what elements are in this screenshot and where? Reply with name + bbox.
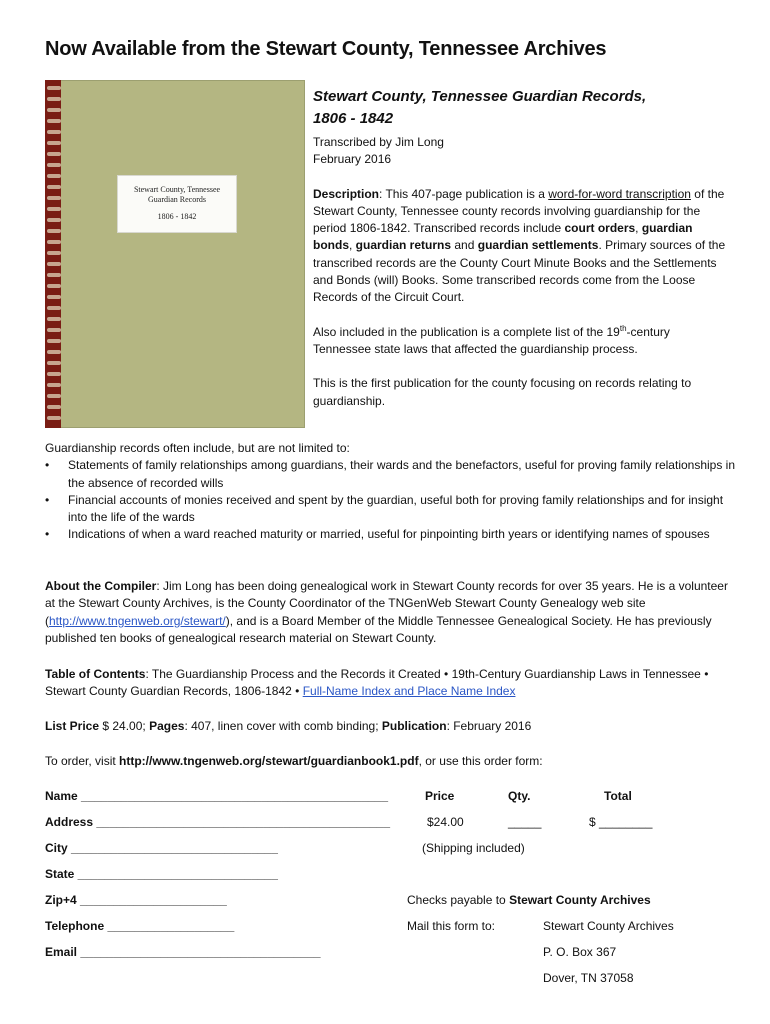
also-included-paragraph: Also included in the publication is a complete list of the 19th-century Tennessee state laws that affected the guardianship process. — [313, 323, 670, 356]
binding-ring — [47, 218, 61, 222]
shipping-note: (Shipping included) — [422, 841, 525, 855]
toc-section: Table of Contents: The Guardianship Process and the Records it Created • 19th-Century Guardianship Laws in Tennessee • Stewart County Guardian Records, 1806-1842 • Full-Name Index and Place Name Index — [45, 667, 709, 699]
cover-label-line1: Stewart County, Tennessee — [133, 185, 221, 194]
binding-ring — [47, 86, 61, 90]
address-field[interactable]: Address ____________________________________________ — [45, 815, 390, 829]
binding-ring — [47, 130, 61, 134]
binding-ring — [47, 273, 61, 277]
tngenweb-link[interactable]: http://www.tngenweb.org/stewart/ — [49, 613, 226, 628]
binding-ring — [47, 108, 61, 112]
binding-ring — [47, 284, 61, 288]
binding-ring — [47, 229, 61, 233]
binding-ring — [47, 317, 61, 321]
binding-ring — [47, 119, 61, 123]
index-link[interactable]: Full-Name Index and Place Name Index — [302, 684, 516, 699]
publication-title-line1: Stewart County, Tennessee Guardian Records, — [313, 88, 647, 105]
binding-ring — [47, 350, 61, 354]
compiler-section: About the Compiler: Jim Long has been doing genealogical work in Stewart County records for over 35 years. He is a volunteer at the Stewart County Archives, is the County Coordinator of the TNGenWeb Stewart County Genealogy web site (http://www.tngenweb.org/stewart/), and is a Board Member of the Middle Tennessee Genealogical Society. He has previously published ten books of genealogical research material on Stewart County. — [45, 579, 728, 645]
binding-ring — [47, 185, 61, 189]
publication-info — [313, 86, 728, 410]
compiler-label: About the Compiler — [45, 579, 157, 593]
publication-date: February 2016 — [313, 152, 392, 167]
binding-ring — [47, 240, 61, 244]
first-publication-paragraph: This is the first publication for the county focusing on records relating to guardianship. — [313, 376, 692, 408]
mail-address-line2: P. O. Box 367 — [543, 945, 617, 959]
binding-ring — [47, 163, 61, 167]
binding-ring — [47, 97, 61, 101]
binding-ring — [47, 207, 61, 211]
qty-field[interactable]: _____ — [508, 815, 542, 829]
total-field[interactable]: $ ________ — [589, 815, 653, 829]
binding-ring — [47, 383, 61, 387]
page-title: Now Available from the Stewart County, Tennessee Archives — [45, 38, 607, 60]
book-cover — [57, 80, 305, 428]
binding-ring — [47, 394, 61, 398]
binding-ring — [47, 174, 61, 178]
binding-ring — [47, 295, 61, 299]
name-field[interactable]: Name ______________________________________________ — [45, 789, 389, 803]
total-header: Total — [604, 789, 632, 803]
order-url: http://www.tngenweb.org/stewart/guardianbook1.pdf — [119, 754, 419, 768]
book-cover-image — [45, 80, 305, 428]
binding-ring — [47, 405, 61, 409]
binding-ring — [47, 262, 61, 266]
binding-ring — [47, 328, 61, 332]
description-label: Description — [313, 186, 380, 201]
binding-ring — [47, 372, 61, 376]
mail-label: Mail this form to: — [407, 919, 496, 933]
cover-label — [117, 175, 237, 233]
telephone-field[interactable]: Telephone ___________________ — [45, 919, 235, 933]
binding-ring — [47, 141, 61, 145]
cover-label-line3: 1806 - 1842 — [157, 212, 197, 221]
description-paragraph: Description: This 407-page publication is a word-for-word transcription of the Stewart County, Tennessee county records involving guardianship for the period 1806-1842. Transcribed records include court orders, guardian bonds, guardian returns and guardian settlements. Primary sources of the transcribed records are the County Court Minute Books and the Settlements and Bonds (will) Books. Some transcribed records come from the Loose Records of the Circuit Court. — [313, 186, 726, 305]
comb-binding-spine — [45, 80, 61, 428]
price-header: Price — [425, 789, 455, 803]
city-field[interactable]: City _______________________________ — [45, 841, 278, 855]
state-field[interactable]: State ______________________________ — [45, 867, 278, 881]
email-field[interactable]: Email ____________________________________ — [45, 945, 321, 959]
binding-ring — [47, 339, 61, 343]
list-item: • Indications of when a ward reached maturity or married, useful for pinpointing birth years or identifying names of spouses — [45, 527, 710, 542]
toc-label: Table of Contents — [45, 667, 146, 681]
pricing-line: List Price $ 24.00; Pages: 407, linen cover with comb binding; Publication: February 2016 — [45, 719, 532, 733]
binding-ring — [47, 152, 61, 156]
binding-ring — [47, 306, 61, 310]
transcriber: Transcribed by Jim Long — [313, 135, 444, 149]
binding-ring — [47, 251, 61, 255]
zip-field[interactable]: Zip+4 ______________________ — [45, 893, 227, 907]
mail-address-line3: Dover, TN 37058 — [543, 971, 634, 985]
mail-address-line1: Stewart County Archives — [543, 919, 674, 933]
binding-ring — [47, 361, 61, 365]
publication-title-line2: 1806 - 1842 — [313, 110, 394, 127]
cover-label-line2: Guardian Records — [148, 195, 206, 204]
order-line: To order, visit http://www.tngenweb.org/stewart/guardianbook1.pdf, or use this order form: — [45, 754, 543, 768]
qty-header: Qty. — [508, 789, 531, 803]
guardianship-intro: Guardianship records often include, but are not limited to: — [45, 441, 350, 455]
binding-ring — [47, 196, 61, 200]
binding-ring — [47, 416, 61, 420]
list-item: • Financial accounts of monies received and spent by the guardian, useful both for proving family relationships and for insight into the life of the wards — [45, 492, 724, 525]
list-item: • Statements of family relationships among guardians, their wards and the benefactors, useful for proving family relationships in the absence of recorded wills — [45, 458, 736, 490]
guardianship-list — [45, 457, 735, 543]
checks-payable: Checks payable to Stewart County Archives — [407, 893, 651, 907]
price-value: $24.00 — [427, 815, 464, 829]
guardianship-section — [45, 440, 735, 544]
word-for-word-emphasis: word-for-word transcription — [548, 186, 691, 201]
